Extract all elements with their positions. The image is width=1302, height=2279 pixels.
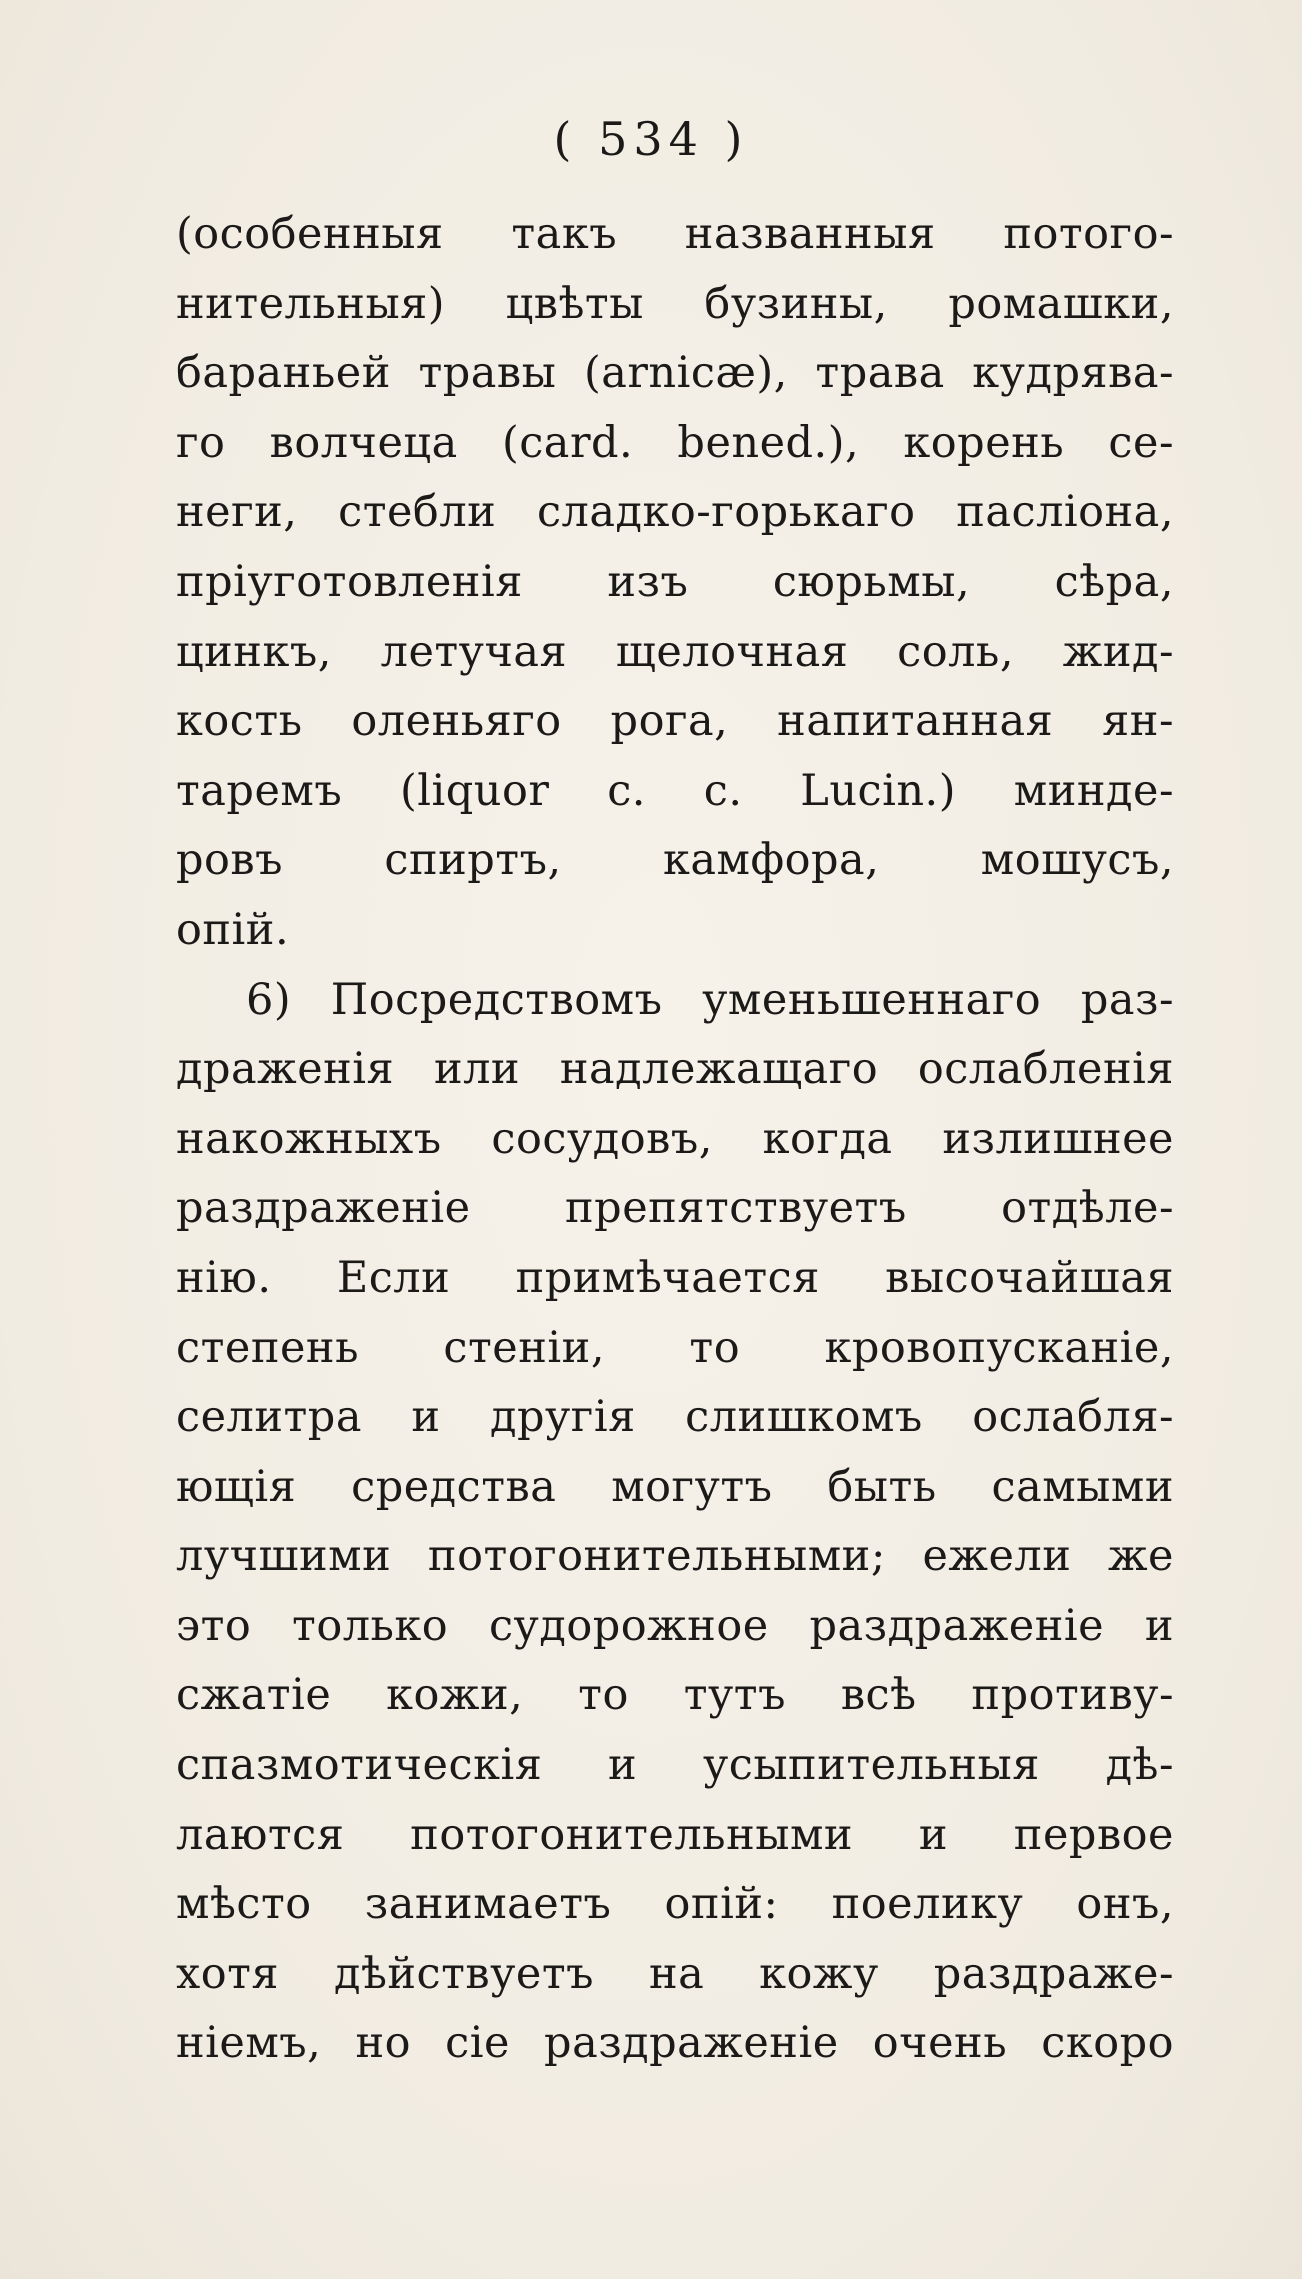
text-line: пріуготовленія изъ сюрьмы, сѣра,: [176, 556, 1174, 607]
text-line: спазмотическія и усыпительныя дѣ-: [176, 1740, 1174, 1791]
text-line: степень стеніи, то кровопусканіе,: [176, 1322, 1174, 1373]
text-line: сжатіе кожи, то тутъ всѣ противу-: [176, 1670, 1174, 1721]
text-line: таремъ (liquor c. c. Lucin.) минде-: [176, 765, 1174, 816]
text-line: лаются потогонительными и первое: [176, 1809, 1174, 1860]
text-line: это только судорожное раздраженіе и: [176, 1600, 1174, 1651]
body-text: [176, 200, 1174, 2079]
text-line: ющія средства могутъ быть самыми: [176, 1461, 1174, 1512]
text-line: драженія или надлежащаго ослабленія: [176, 1044, 1174, 1095]
text-line: бараньей травы (arnicæ), трава кудрява-: [176, 348, 1174, 399]
text-line: кость оленьяго рога, напитанная ян-: [176, 696, 1174, 747]
text-line: селитра и другія слишкомъ ослабля-: [176, 1392, 1174, 1443]
text-line: раздраженіе препятствуетъ отдѣле-: [176, 1183, 1174, 1234]
text-line: го волчеца (card. bened.), корень се-: [176, 417, 1174, 468]
page-number: ( 534 ): [553, 112, 749, 166]
text-line: цинкъ, летучая щелочная соль, жид-: [176, 626, 1174, 677]
paragraph-start-line: 6) Посредствомъ уменьшеннаго раз-: [246, 974, 1174, 1025]
text-line: ровъ спиртъ, камфора, мошусъ,: [176, 835, 1174, 886]
text-line: ніемъ, но сіе раздраженіе очень скоро: [176, 2018, 1174, 2069]
text-line: лучшими потогонительными; ежели же: [176, 1531, 1174, 1582]
text-line: мѣсто занимаетъ опій: поелику онъ,: [176, 1879, 1174, 1930]
text-line: (особенныя такъ названныя потого-: [176, 209, 1174, 259]
text-line: неги, стебли сладко-горькаго пасліона,: [176, 487, 1174, 538]
text-line: хотя дѣйствуетъ на кожу раздраже-: [176, 1948, 1174, 1999]
text-line: опій.: [176, 904, 290, 955]
text-line: нію. Если примѣчается высочайшая: [176, 1252, 1174, 1303]
text-line: накожныхъ сосудовъ, когда излишнее: [176, 1113, 1174, 1164]
text-line: нительныя) цвѣты бузины, ромашки,: [176, 278, 1174, 329]
